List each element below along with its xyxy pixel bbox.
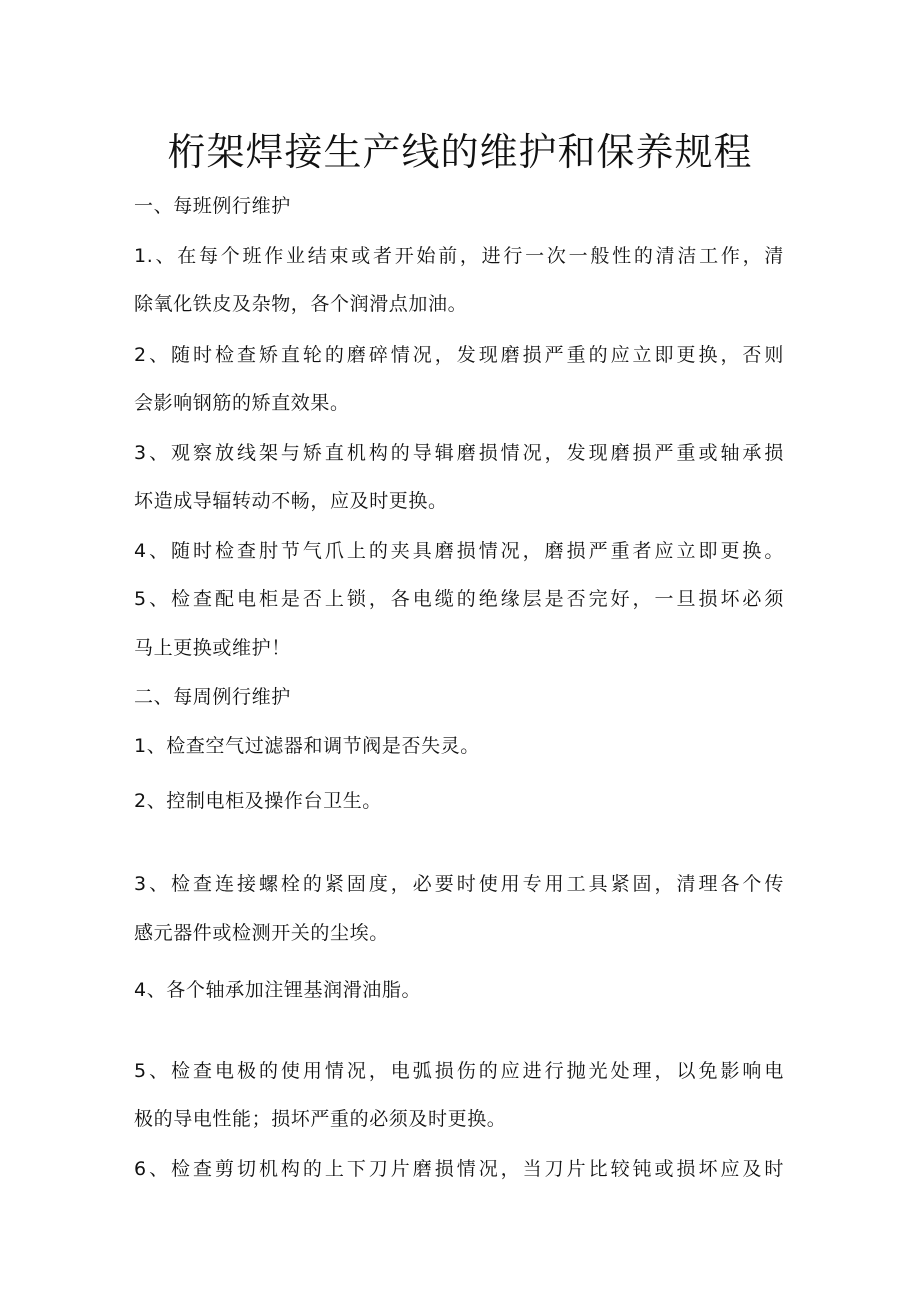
paragraph-line: 4、随时检查肘节气爪上的夹具磨损情况，磨损严重者应立即更换。 [134, 540, 784, 562]
paragraph-line: 马上更换或维护！ [134, 637, 291, 659]
paragraph-line: 感元器件或检测开关的尘埃。 [134, 922, 389, 944]
document-title: 桁架焊接生产线的维护和保养规程 [167, 130, 753, 174]
paragraph-line: 除氧化铁皮及杂物，各个润滑点加油。 [134, 293, 468, 315]
paragraph-line: 极的导电性能；损坏严重的必须及时更换。 [134, 1108, 507, 1130]
paragraph-line: 6、检查剪切机构的上下刀片磨损情况，当刀片比较钝或损坏应及时 [134, 1158, 784, 1180]
paragraph-line: 3、检查连接螺栓的紧固度，必要时使用专用工具紧固，清理各个传 [134, 873, 784, 895]
paragraph-line: 会影响钢筋的矫直效果。 [134, 392, 350, 414]
paragraph-line: 3、观察放线架与矫直机构的导辑磨损情况，发现磨损严重或轴承损 [134, 442, 784, 464]
paragraph-line: 5、检查电极的使用情况，电弧损伤的应进行抛光处理，以免影响电 [134, 1060, 784, 1082]
paragraph-line: 5、检查配电柜是否上锁，各电缆的绝缘层是否完好，一旦损坏必须 [134, 588, 784, 610]
paragraph-line: 2、控制电柜及操作台卫生。 [134, 790, 382, 812]
paragraph-line: 坏造成导辐转动不畅，应及时更换。 [134, 490, 448, 512]
section-heading-weekly: 二、每周例行维护 [134, 686, 291, 708]
paragraph-line: 2、随时检查矫直轮的磨碎情况，发现磨损严重的应立即更换，否则 [134, 344, 784, 366]
section-heading-per-shift: 一、每班例行维护 [134, 195, 291, 217]
paragraph-line: 4、各个轴承加注锂基润滑油脂。 [134, 979, 422, 1001]
paragraph-line: 1、检查空气过滤器和调节阀是否失灵。 [134, 735, 480, 757]
paragraph-line: 1.、在每个班作业结束或者开始前，进行一次一般性的清洁工作，清 [134, 245, 784, 267]
